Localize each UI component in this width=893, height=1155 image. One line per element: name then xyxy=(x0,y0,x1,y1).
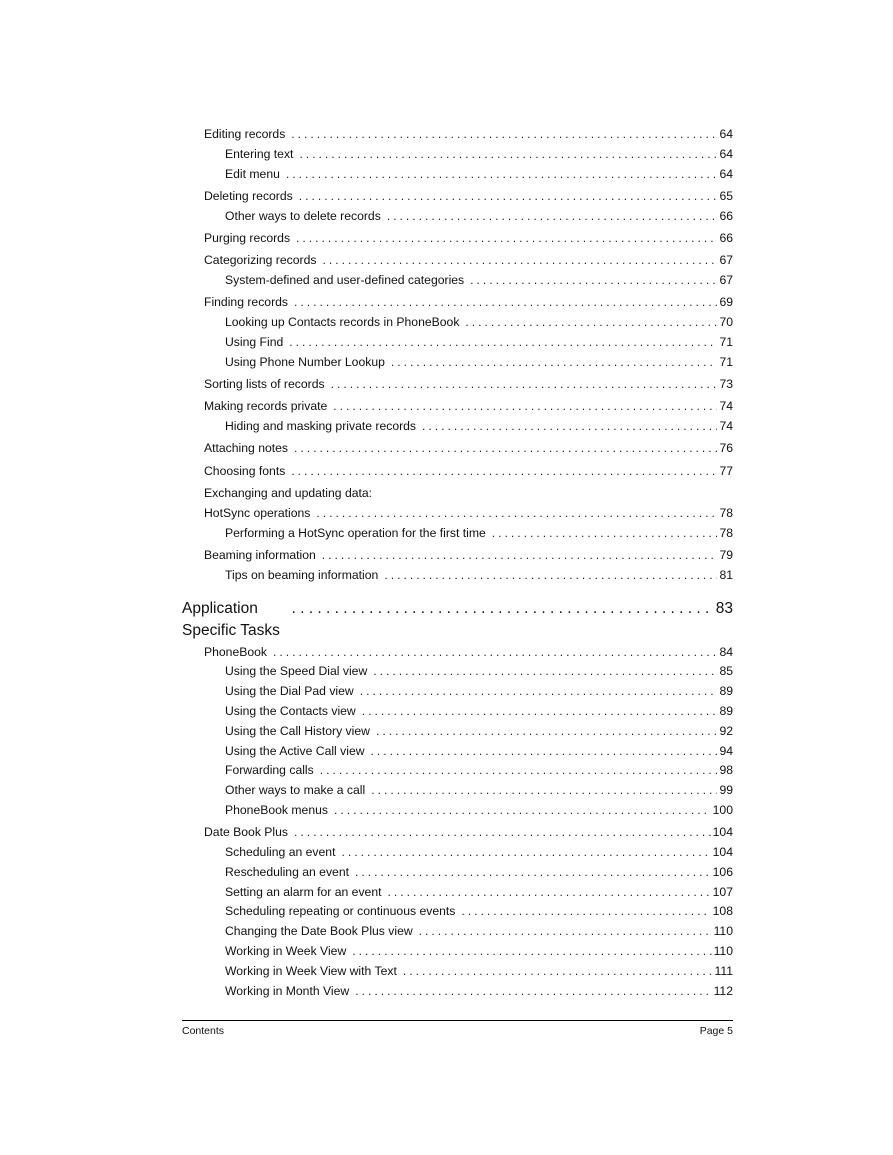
dot-leader xyxy=(391,353,718,373)
toc-entry-page: 98 xyxy=(719,763,733,778)
toc-entry-page: 89 xyxy=(719,703,733,718)
toc-entry-page: 69 xyxy=(719,295,733,310)
toc-entry-label: Choosing fonts xyxy=(204,463,286,478)
toc-entry-page: 104 xyxy=(712,845,733,859)
dot-leader xyxy=(333,397,717,417)
toc-entry-label: Working in Week View with Text xyxy=(225,963,397,978)
dot-leader xyxy=(355,863,711,883)
dot-leader xyxy=(273,643,717,663)
toc-entry-label: Using the Dial Pad view xyxy=(225,684,354,699)
toc-entry[interactable] xyxy=(182,504,733,524)
dot-leader xyxy=(322,546,718,566)
toc-entry-page: 78 xyxy=(719,505,733,520)
dot-leader xyxy=(387,207,718,227)
dot-leader xyxy=(403,962,713,982)
toc-entry-page: 100 xyxy=(712,802,733,817)
toc-entry[interactable] xyxy=(182,801,733,821)
toc-entry-page: 74 xyxy=(719,399,733,414)
toc-entry-label: Attaching notes xyxy=(204,441,289,456)
toc-entry[interactable] xyxy=(182,742,733,762)
dot-leader xyxy=(291,462,717,482)
toc-entry[interactable] xyxy=(182,417,733,437)
toc-entry-label: Changing the Date Book Plus view xyxy=(225,924,413,939)
toc-entry-page: 70 xyxy=(719,315,733,330)
toc-entry[interactable] xyxy=(182,271,733,291)
dot-leader xyxy=(360,682,718,702)
toc-entry-page: 64 xyxy=(719,146,733,161)
toc-entry-label: Using the Call History view xyxy=(225,723,370,738)
toc-entry-page: 67 xyxy=(719,253,733,268)
dot-leader xyxy=(334,801,711,821)
toc-entry[interactable] xyxy=(182,863,733,883)
toc-entry[interactable] xyxy=(182,566,733,586)
toc-entry[interactable] xyxy=(182,251,733,271)
toc-entry-label: Other ways to delete records xyxy=(225,208,381,223)
toc-entry-page: 71 xyxy=(719,354,733,369)
page-footer xyxy=(182,1020,733,1037)
toc-entry-label: Working in Month View xyxy=(225,983,350,998)
dot-leader xyxy=(373,662,717,682)
dot-leader xyxy=(470,271,717,291)
toc-entry-label: Forwarding calls xyxy=(225,763,314,778)
toc-entry-page: 104 xyxy=(712,825,733,840)
toc-entry[interactable] xyxy=(182,922,733,942)
toc-entry-page: 77 xyxy=(719,463,733,478)
chapter-title: Application Specific Tasks xyxy=(182,599,280,639)
toc-entry[interactable] xyxy=(182,439,733,459)
toc-entry-page: 66 xyxy=(719,208,733,223)
toc-entry-page: 94 xyxy=(719,743,733,758)
toc-entry[interactable] xyxy=(182,165,733,185)
toc-entry[interactable] xyxy=(182,333,733,353)
dot-leader xyxy=(461,902,710,922)
toc-entry-label: Scheduling an event xyxy=(225,845,336,859)
toc-entry-page: 76 xyxy=(719,441,733,456)
dot-leader xyxy=(291,125,717,145)
dot-leader xyxy=(376,722,717,742)
toc-section-a xyxy=(182,125,733,482)
toc-entry-page: 110 xyxy=(713,943,733,958)
dot-leader xyxy=(388,883,711,903)
dot-leader xyxy=(299,187,718,207)
toc-entry[interactable] xyxy=(182,229,733,249)
toc-entry-label: PhoneBook xyxy=(204,644,268,659)
toc-entry-label: Rescheduling an event xyxy=(225,864,349,879)
dot-leader xyxy=(286,165,718,185)
toc-entry-label: Tips on beaming information xyxy=(225,567,379,582)
toc-entry-label: Date Book Plus xyxy=(204,825,289,840)
toc-entry-label: Sorting lists of records xyxy=(204,377,325,392)
toc-chapter[interactable] xyxy=(182,598,733,642)
toc-entry[interactable] xyxy=(182,524,733,544)
toc-entry-page: 112 xyxy=(713,983,733,998)
toc-entry-label: Purging records xyxy=(204,230,291,245)
toc-entry[interactable] xyxy=(182,145,733,165)
toc-entry-label: Categorizing records xyxy=(204,253,317,268)
dot-leader xyxy=(362,702,718,722)
toc-entry-label: Setting an alarm for an event xyxy=(225,884,382,899)
toc-entry-label: Edit menu xyxy=(225,166,280,181)
dot-leader xyxy=(419,922,712,942)
toc-entry-page: 110 xyxy=(713,924,733,939)
toc-entry-page: 85 xyxy=(719,664,733,679)
dot-leader xyxy=(299,145,717,165)
toc-entry-page: 108 xyxy=(712,904,733,919)
dot-leader xyxy=(289,333,717,353)
toc-entry[interactable] xyxy=(182,902,733,922)
toc-entry-label: Looking up Contacts records in PhoneBook xyxy=(225,315,460,330)
toc-entry[interactable] xyxy=(182,125,733,145)
toc-entry-page: 89 xyxy=(719,684,733,699)
dot-leader xyxy=(384,566,717,586)
toc-entry[interactable] xyxy=(182,397,733,417)
toc-heading-exchanging: Exchanging and updating data: xyxy=(204,486,373,501)
chapter-page: 83 xyxy=(715,599,733,617)
toc-entry-page: 66 xyxy=(719,230,733,245)
toc-entry-label: Using Find xyxy=(225,334,284,349)
footer-right: Page 5 xyxy=(699,1025,733,1037)
toc-entry-page: 111 xyxy=(714,963,733,978)
table-of-contents xyxy=(182,125,733,1001)
toc-entry-page: 79 xyxy=(719,547,733,562)
dot-leader xyxy=(296,229,717,249)
toc-section-c xyxy=(182,643,733,1002)
toc-entry-page: 84 xyxy=(719,644,733,659)
toc-entry-label: Entering text xyxy=(225,146,294,161)
toc-entry-page: 65 xyxy=(719,188,733,203)
dot-leader xyxy=(294,293,717,313)
toc-entry-label: Working in Week View xyxy=(225,943,347,958)
toc-entry[interactable] xyxy=(182,187,733,207)
dot-leader xyxy=(320,761,718,781)
dot-leader xyxy=(422,417,717,437)
toc-section-b xyxy=(182,504,733,586)
toc-entry[interactable] xyxy=(182,293,733,313)
dot-leader xyxy=(292,598,712,620)
toc-entry-page: 64 xyxy=(719,166,733,181)
dot-leader xyxy=(492,524,718,544)
toc-entry[interactable] xyxy=(182,462,733,482)
toc-entry[interactable] xyxy=(182,722,733,742)
toc-entry-label: System-defined and user-defined categories xyxy=(225,273,465,288)
dot-leader xyxy=(371,781,717,801)
toc-entry[interactable] xyxy=(182,843,733,863)
toc-entry[interactable] xyxy=(182,781,733,801)
dot-leader xyxy=(341,843,710,863)
toc-entry-page: 64 xyxy=(719,127,733,141)
toc-entry[interactable] xyxy=(182,375,733,395)
toc-entry-page: 106 xyxy=(712,864,733,879)
toc-entry[interactable] xyxy=(182,353,733,373)
toc-entry[interactable] xyxy=(182,682,733,702)
footer-left: Contents xyxy=(182,1025,225,1037)
dot-leader xyxy=(371,742,718,762)
toc-entry-label: Editing records xyxy=(204,127,286,141)
toc-entry-label: Other ways to make a call xyxy=(225,783,366,798)
toc-entry[interactable] xyxy=(182,546,733,566)
toc-entry-page: 78 xyxy=(719,525,733,540)
toc-entry-label: Using the Speed Dial view xyxy=(225,664,368,679)
toc-entry-page: 92 xyxy=(719,723,733,738)
toc-entry[interactable] xyxy=(182,823,733,843)
toc-entry[interactable] xyxy=(182,942,733,962)
toc-entry-label: PhoneBook menus xyxy=(225,802,328,817)
toc-entry-page: 99 xyxy=(719,783,733,798)
dot-leader xyxy=(355,982,711,1002)
dot-leader xyxy=(465,313,717,333)
toc-entry-label: Beaming information xyxy=(204,547,316,562)
toc-entry[interactable] xyxy=(182,702,733,722)
toc-entry[interactable] xyxy=(182,313,733,333)
toc-entry-page: 81 xyxy=(719,567,733,582)
toc-entry-label: Using the Active Call view xyxy=(225,743,365,758)
dot-leader xyxy=(294,439,717,459)
toc-entry[interactable] xyxy=(182,761,733,781)
dot-leader xyxy=(322,251,717,271)
toc-entry[interactable] xyxy=(182,982,733,1002)
toc-entry-page: 73 xyxy=(719,377,733,392)
toc-entry[interactable] xyxy=(182,662,733,682)
toc-entry-label: Using Phone Number Lookup xyxy=(225,354,385,369)
dot-leader xyxy=(316,504,717,524)
dot-leader xyxy=(294,823,711,843)
toc-entry-label: Performing a HotSync operation for the first time xyxy=(225,525,486,540)
toc-entry-page: 67 xyxy=(719,273,733,288)
toc-entry-label: Hiding and masking private records xyxy=(225,419,417,434)
toc-entry-label: Scheduling repeating or continuous events xyxy=(225,904,456,919)
toc-entry[interactable] xyxy=(182,643,733,663)
toc-entry-page: 107 xyxy=(712,884,733,899)
toc-entry-label: Using the Contacts view xyxy=(225,703,356,718)
toc-entry-page: 74 xyxy=(719,419,733,434)
toc-entry[interactable] xyxy=(182,207,733,227)
toc-entry-page: 71 xyxy=(719,334,733,349)
toc-entry[interactable] xyxy=(182,883,733,903)
toc-entry-label: Finding records xyxy=(204,295,288,310)
toc-entry-label: Deleting records xyxy=(204,188,293,203)
toc-entry[interactable] xyxy=(182,962,733,982)
dot-leader xyxy=(352,942,711,962)
dot-leader xyxy=(331,375,718,395)
toc-entry-label: HotSync operations xyxy=(204,505,311,520)
toc-entry-label: Making records private xyxy=(204,399,328,414)
